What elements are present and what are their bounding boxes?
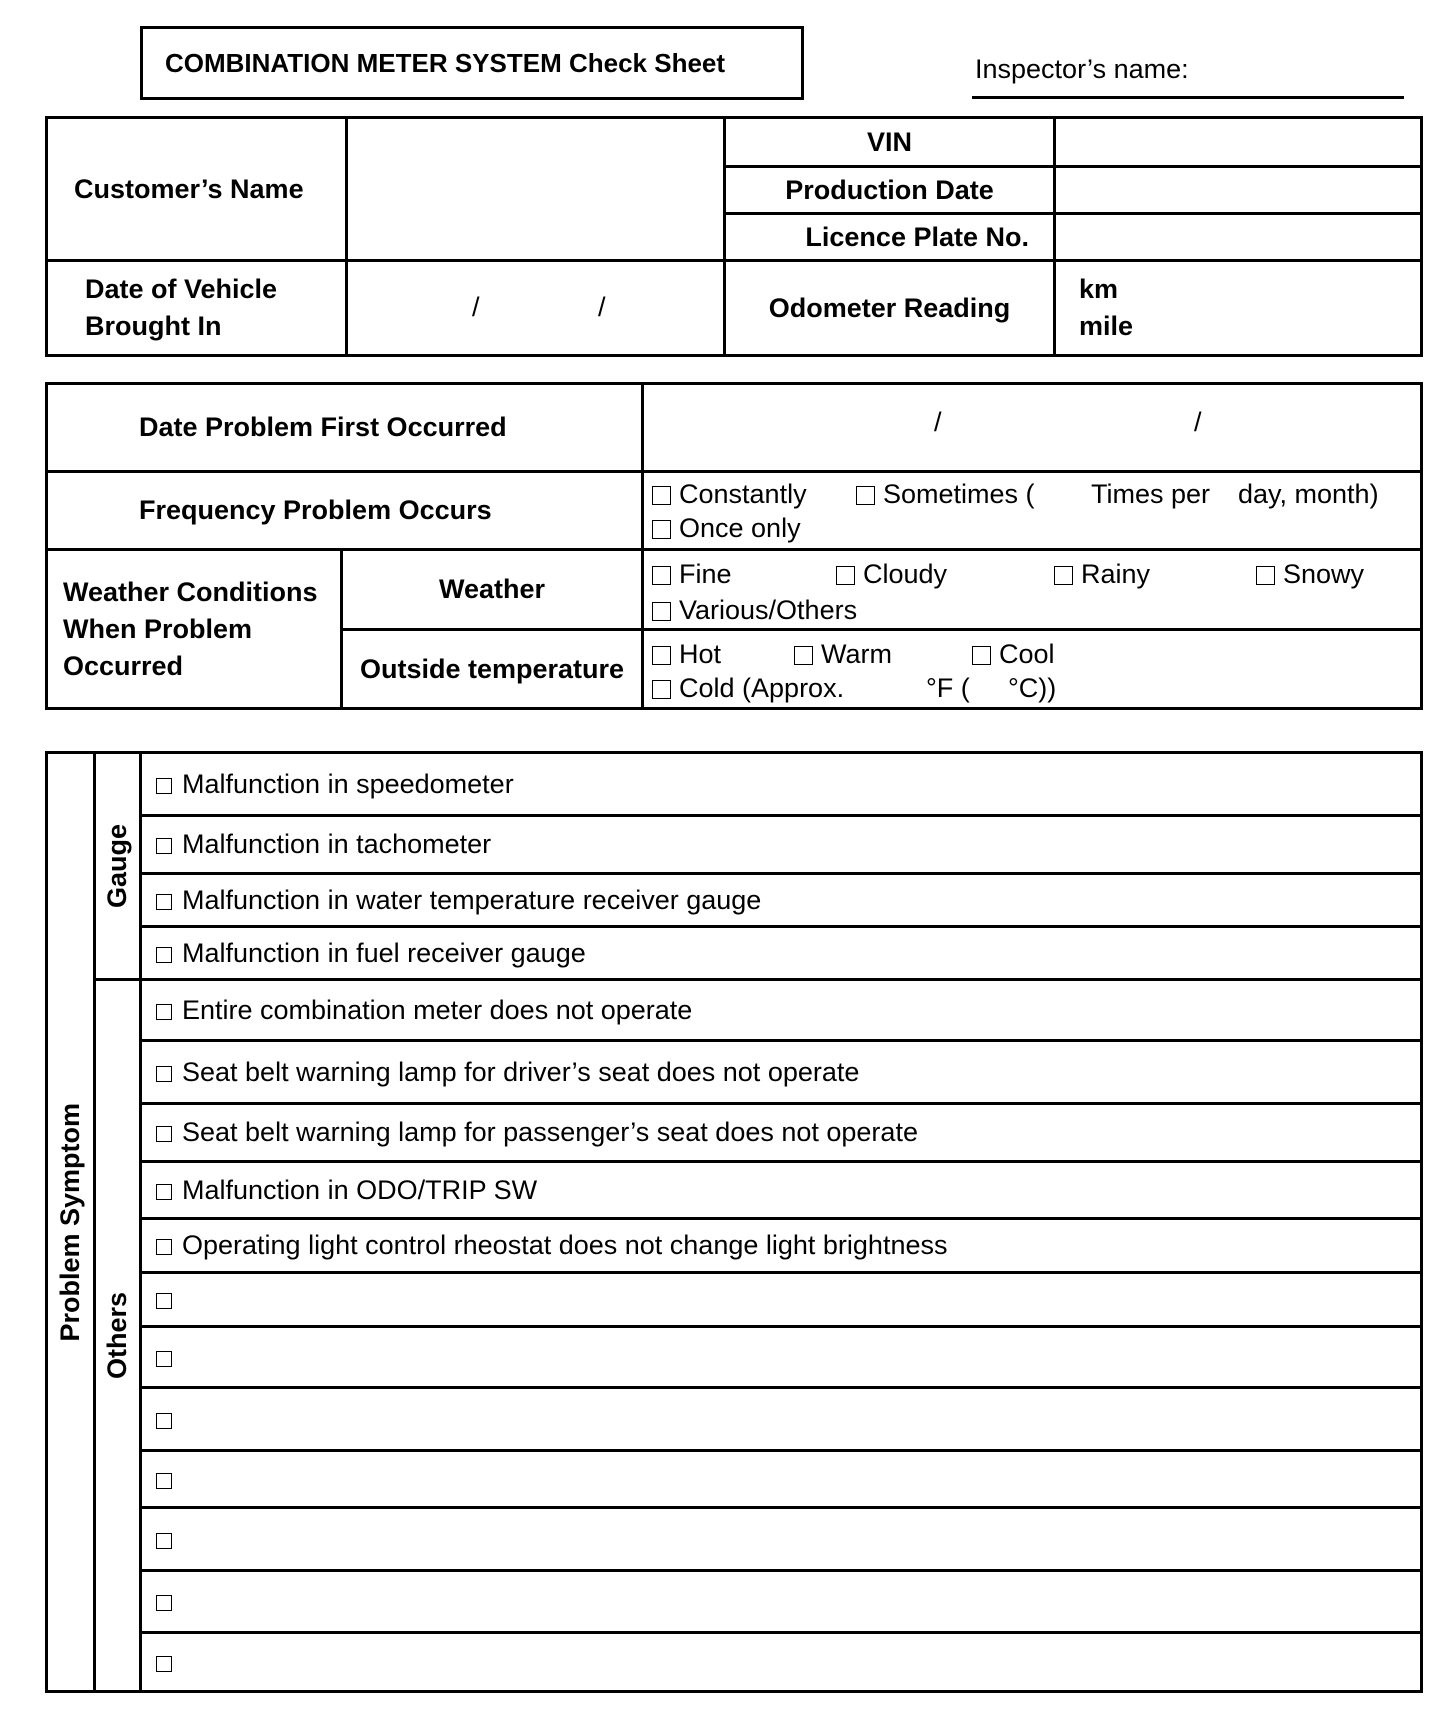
date-first-occurred-field[interactable] (643, 384, 1422, 472)
symptom-item[interactable]: Malfunction in fuel receiver gauge (141, 927, 1422, 980)
customer-name-label: Customer’s Name (47, 118, 347, 261)
fahrenheit-unit: °F ( (926, 673, 970, 703)
date-separator: / (934, 407, 942, 437)
blank-symptom-item[interactable] (141, 1571, 1422, 1633)
inspector-name-line[interactable] (972, 96, 1404, 99)
date-brought-in-field[interactable] (347, 261, 725, 356)
checkbox-icon (1054, 566, 1073, 585)
unit-km: km (1079, 274, 1119, 304)
temp-warm-checkbox[interactable]: Warm (794, 639, 892, 670)
blank-symptom-item[interactable] (141, 1633, 1422, 1692)
checkbox-icon (652, 646, 671, 665)
times-per-text: Times per (1091, 479, 1211, 509)
check-sheet-title (140, 26, 804, 100)
temperature-options (643, 630, 1422, 709)
day-month-text: day, month) (1238, 479, 1379, 509)
weather-rainy-checkbox[interactable]: Rainy (1054, 559, 1150, 590)
weather-various-checkbox[interactable]: Various/Others (652, 595, 857, 626)
vin-label: VIN (725, 118, 1055, 167)
weather-conditions-label: Weather Conditions When Problem Occurred (47, 550, 342, 709)
blank-symptom-item[interactable] (141, 1451, 1422, 1508)
checkbox-icon (156, 1126, 172, 1142)
frequency-once-only-checkbox[interactable]: Once only (652, 513, 801, 544)
vehicle-info-table (45, 116, 1423, 357)
symptom-item[interactable]: Malfunction in ODO/TRIP SW (141, 1162, 1422, 1219)
checkbox-icon (652, 566, 671, 585)
blank-symptom-item[interactable] (141, 1327, 1422, 1388)
date-separator: / (472, 292, 480, 322)
odometer-label: Odometer Reading (725, 261, 1055, 356)
frequency-options (643, 472, 1422, 550)
blank-symptom-item[interactable] (141, 1508, 1422, 1571)
symptom-item[interactable]: Operating light control rheostat does not change light brightness (141, 1219, 1422, 1273)
checkbox-icon (156, 1533, 172, 1549)
symptom-item[interactable]: Malfunction in tachometer (141, 816, 1422, 874)
checkbox-icon (156, 894, 172, 910)
customer-name-field[interactable] (347, 118, 725, 261)
frequency-constantly-checkbox[interactable]: Constantly (652, 479, 807, 510)
blank-symptom-item[interactable] (141, 1273, 1422, 1327)
frequency-label: Frequency Problem Occurs (47, 472, 643, 550)
checkbox-icon (1256, 566, 1275, 585)
symptom-item[interactable]: Malfunction in speedometer (141, 753, 1422, 816)
symptom-item[interactable]: Seat belt warning lamp for passenger’s seat does not operate (141, 1104, 1422, 1162)
checkbox-icon (156, 1239, 172, 1255)
weather-fine-checkbox[interactable]: Fine (652, 559, 732, 590)
date-brought-in-label: Date of Vehicle Brought In (47, 261, 347, 356)
vin-field[interactable] (1055, 118, 1422, 167)
checkbox-icon (156, 1413, 172, 1429)
checkbox-icon (972, 646, 991, 665)
inspector-label: Inspector’s name: (975, 54, 1189, 84)
checkbox-icon (156, 1293, 172, 1309)
celsius-unit: °C)) (1008, 673, 1057, 703)
checkbox-icon (156, 1184, 172, 1200)
date-first-occurred-label: Date Problem First Occurred (47, 384, 643, 472)
symptom-item[interactable]: Malfunction in water temperature receiver gauge (141, 874, 1422, 927)
checkbox-icon (156, 1656, 172, 1672)
checkbox-icon (156, 1004, 172, 1020)
temp-cool-checkbox[interactable]: Cool (972, 639, 1055, 670)
blank-symptom-item[interactable] (141, 1388, 1422, 1451)
odometer-field[interactable] (1055, 261, 1422, 356)
date-separator: / (1194, 407, 1202, 437)
checkbox-icon (836, 566, 855, 585)
gauge-label: Gauge (95, 753, 141, 980)
checkbox-icon (652, 520, 671, 539)
conditions-table (45, 382, 1423, 710)
problem-symptom-table (45, 751, 1423, 1693)
production-date-label: Production Date (725, 167, 1055, 214)
licence-plate-label: Licence Plate No. (725, 214, 1055, 261)
checkbox-icon (156, 838, 172, 854)
weather-snowy-checkbox[interactable]: Snowy (1256, 559, 1364, 590)
checkbox-icon (156, 947, 172, 963)
temp-cold-checkbox[interactable]: Cold (Approx. (652, 673, 844, 704)
checkbox-icon (652, 680, 671, 699)
weather-options (643, 550, 1422, 630)
others-label: Others (95, 980, 141, 1692)
checkbox-icon (156, 778, 172, 794)
checkbox-icon (856, 486, 875, 505)
title-text: COMBINATION METER SYSTEM Check Sheet (165, 47, 726, 78)
licence-plate-field[interactable] (1055, 214, 1422, 261)
production-date-field[interactable] (1055, 167, 1422, 214)
unit-mile: mile (1079, 311, 1134, 341)
weather-cloudy-checkbox[interactable]: Cloudy (836, 559, 947, 590)
checkbox-icon (156, 1066, 172, 1082)
checkbox-icon (652, 602, 671, 621)
checkbox-icon (794, 646, 813, 665)
symptom-item[interactable]: Seat belt warning lamp for driver’s seat does not operate (141, 1041, 1422, 1104)
temp-hot-checkbox[interactable]: Hot (652, 639, 721, 670)
problem-symptom-label: Problem Symptom (47, 753, 95, 1692)
symptom-item[interactable]: Entire combination meter does not operate (141, 980, 1422, 1041)
checkbox-icon (652, 486, 671, 505)
date-separator: / (598, 292, 606, 322)
weather-label: Weather (342, 550, 643, 630)
outside-temperature-label: Outside temperature (342, 630, 643, 709)
checkbox-icon (156, 1595, 172, 1611)
checkbox-icon (156, 1473, 172, 1489)
checkbox-icon (156, 1351, 172, 1367)
frequency-sometimes-checkbox[interactable]: Sometimes ( (856, 479, 1035, 510)
